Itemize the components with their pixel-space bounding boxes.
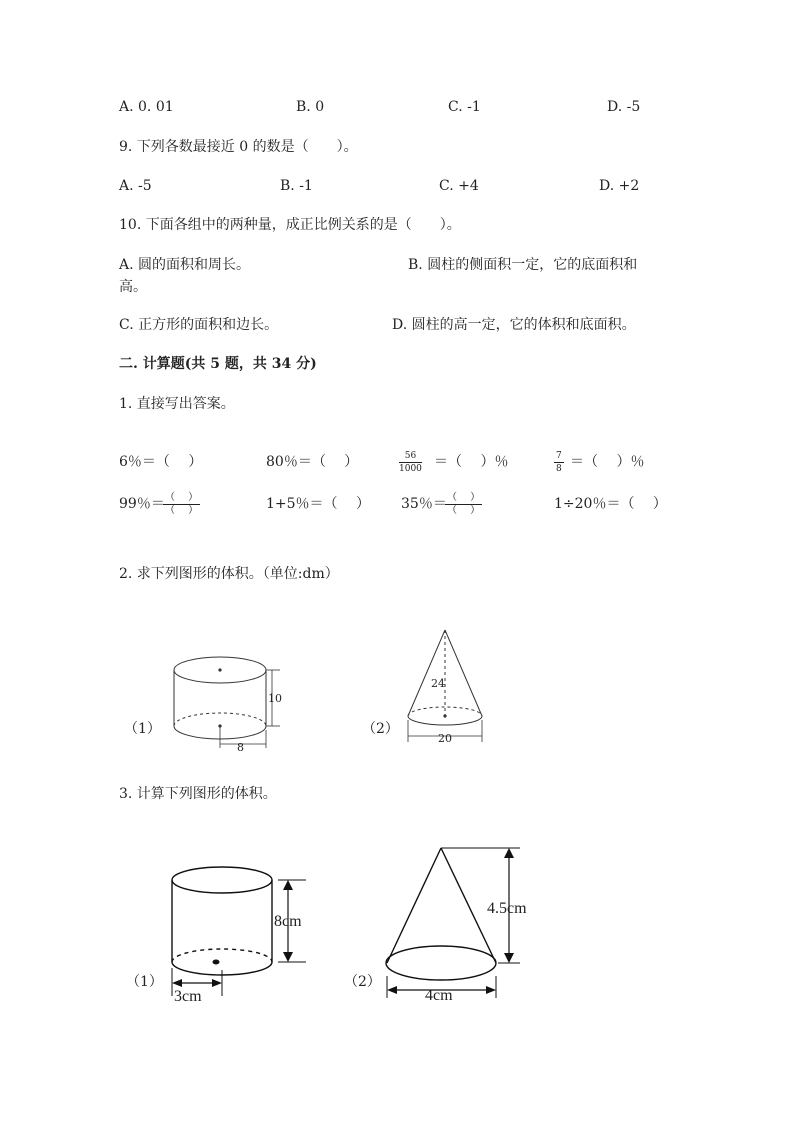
fraction-numerator: 7 bbox=[556, 451, 562, 461]
fraction-numerator: （ ） bbox=[165, 492, 199, 503]
q8-option-a: A. 0. 01 bbox=[119, 99, 174, 115]
calc1-stem: 1. 直接写出答案。 bbox=[119, 396, 235, 412]
calc2-fig1-radius: 8 bbox=[237, 741, 244, 754]
q9-option-d: D. +2 bbox=[599, 178, 640, 194]
calc2-fig2-height: 24 bbox=[431, 677, 445, 690]
q8-option-b: B. 0 bbox=[296, 99, 325, 115]
calc1-r1-e1: 6％＝（ ） bbox=[119, 454, 203, 470]
calc3-fig2-height: 4.5cm bbox=[487, 900, 527, 917]
calc2-fig1-height: 10 bbox=[268, 692, 282, 705]
calc3-stem: 3. 计算下列图形的体积。 bbox=[119, 786, 277, 802]
q10-option-a: A. 圆的面积和周长。 bbox=[119, 257, 251, 273]
q10-option-b: B. 圆柱的侧面积一定，它的底面积和 bbox=[408, 257, 638, 273]
section-heading: 二. 计算题(共 5 题，共 34 分) bbox=[119, 356, 317, 372]
calc1-r1-e2: 80％＝（ ） bbox=[266, 454, 359, 470]
q9-stem: 9. 下列各数最接近 0 的数是（ ）。 bbox=[119, 139, 358, 155]
q8-option-c: C. -1 bbox=[448, 99, 481, 115]
calc1-r2-e3-prefix: 35％＝ bbox=[401, 496, 447, 512]
q10-stem: 10. 下面各组中的两种量，成正比例关系的是（ ）。 bbox=[119, 217, 461, 233]
q10-option-d: D. 圆柱的高一定，它的体积和底面积。 bbox=[392, 317, 636, 333]
fraction-denominator: 8 bbox=[556, 464, 562, 474]
fraction-numerator: （ ） bbox=[447, 492, 481, 503]
q9-option-b: B. -1 bbox=[280, 178, 313, 194]
calc1-r2-e2: 1+5％＝（ ） bbox=[266, 496, 370, 512]
calc3-fig1-label: （1） bbox=[126, 974, 163, 990]
calc3-fig1-radius: 3cm bbox=[174, 988, 202, 1005]
q9-option-c: C. +4 bbox=[439, 178, 479, 194]
calc2-fig1-label: （1） bbox=[124, 721, 161, 737]
q10-option-b-cont: 高。 bbox=[119, 279, 147, 295]
calc2-fig2-label: （2） bbox=[362, 721, 399, 737]
calc2-fig2-diameter: 20 bbox=[438, 732, 452, 745]
q10-option-c: C. 正方形的面积和边长。 bbox=[119, 317, 279, 333]
calc3-fig2-diameter: 4cm bbox=[425, 987, 453, 1004]
fraction-numerator: 56 bbox=[399, 450, 422, 463]
q9-option-a: A. -5 bbox=[119, 178, 152, 194]
fraction-denominator: （ ） bbox=[447, 505, 481, 516]
calc3-fig1-height: 8cm bbox=[274, 913, 302, 930]
fraction-denominator: 1000 bbox=[399, 464, 422, 474]
calc2-stem: 2. 求下列图形的体积。（单位:dm） bbox=[119, 566, 339, 582]
q8-option-d: D. -5 bbox=[607, 99, 641, 115]
calc3-fig2-label: （2） bbox=[344, 974, 381, 990]
calc1-r2-e1-prefix: 99％＝ bbox=[119, 496, 165, 512]
calc1-r1-e3-rest: ＝（ ）％ bbox=[434, 454, 509, 470]
calc1-r1-e4-rest: ＝（ ）％ bbox=[570, 454, 645, 470]
calc1-r2-e4: 1÷20％＝（ ） bbox=[554, 496, 667, 512]
fraction-denominator: （ ） bbox=[165, 505, 199, 516]
